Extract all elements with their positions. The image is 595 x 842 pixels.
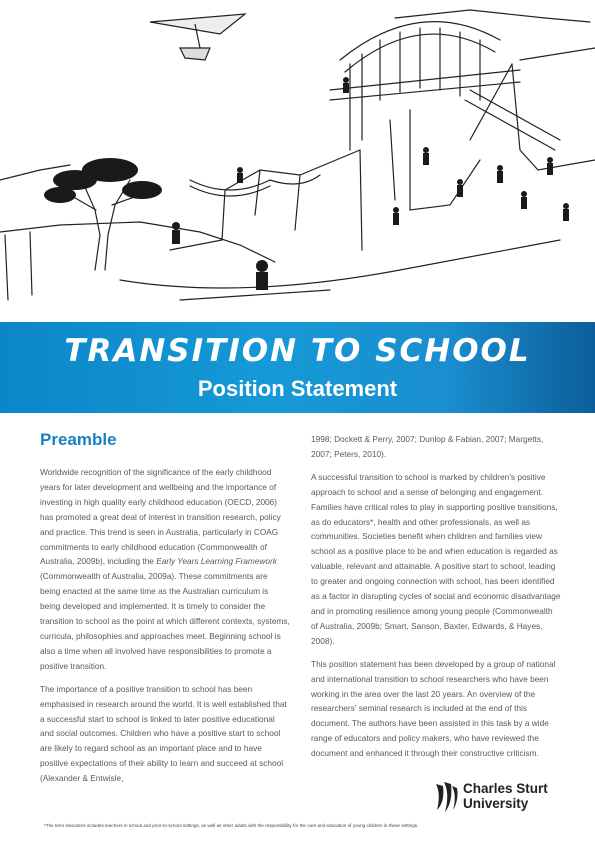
- preamble-heading: Preamble: [40, 430, 117, 449]
- logo-line-2: University: [463, 795, 529, 811]
- paragraph-text: The importance of a positive transition to school has been emphasised in research around the world. It is well established that a successful start to school is linked to later positive educational and social outcomes. Children who have a positive start to school are likely to regard school as an important place and to have positive expectations of their ability to learn and succeed at school (Alexander & Entwisle,: [40, 683, 287, 784]
- logo-line-1: Charles Sturt: [463, 781, 548, 796]
- paragraph-text: (Commonwealth of Australia, 2009a). These commitments are being enacted at the same time as the Australian curriculum is being developed and implemented. It is timely to consider the transition to school as the point at which different contexts, systems, curricula, philosophies and approaches meet. Beginning school is also a time when all involved have responsibilities to promote a positive transition.: [40, 571, 290, 671]
- title-banner: [0, 322, 595, 413]
- footnote: *The term educators includes teachers in school and prior-to-school settings, as well as other adults with the responsibility for the care and education of young children in these settings.: [44, 823, 419, 828]
- cover-illustration: [0, 0, 595, 322]
- logo-wordmark: [463, 782, 548, 811]
- left-column: [40, 430, 290, 794]
- university-logo: [433, 780, 558, 814]
- paragraph: 1998; Dockett & Perry, 2007; Dunlop & Fabian, 2007; Margetts, 2007; Peters, 2010).: [311, 434, 544, 459]
- document-title: TRANSITION TO SCHOOL: [64, 333, 531, 369]
- document-subtitle: Position Statement: [197, 376, 398, 401]
- paragraph: A successful transition to school is marked by children's positive approach to school and a sense of belonging and engagement. Families have critical roles to play in supporting positive transitions, as do educators*, health and other professionals, as well as communities. Societies benefit when children and families view school as a positive place to be and when education is regarded as valuable, relevant and attainable. A positive start to school, leading to greater and ongoing connection with school, has been identified as a factor in disrupting cycles of social and economic disadvantage and in promoting resilience among young people (Commonwealth of Australia, 2009b; Smart, Sanson, Baxter, Edwards, & Hayes, 2008).: [311, 471, 561, 646]
- right-column: [311, 432, 561, 769]
- paragraph: [40, 682, 290, 786]
- paragraph-emphasis: Early Years Learning Framework: [156, 556, 277, 567]
- paragraph-text: Worldwide recognition of the significance of the early childhood years for later development and wellbeing and the importance of investing in high quality early childhood education (OECD, 2006) has promoted a great deal of interest in transition research, policy and practice. This trend is seen in Australia, particularly in COAG commitments to early childhood education (Commonwealth of Australia, 2009b), including the: [40, 467, 281, 567]
- paragraph: [40, 465, 290, 674]
- logo-emblem-icon: [433, 780, 459, 814]
- paragraph: This position statement has been developed by a group of national and international transition to school researchers who have been working in the area over the last 20 years. An overview of the researchers' seminal research is included at the end of this document. The authors have been assisted in this task by a wide range of educators and policy makers, who have reviewed the document and enhanced it through their constructive criticism.: [311, 658, 556, 759]
